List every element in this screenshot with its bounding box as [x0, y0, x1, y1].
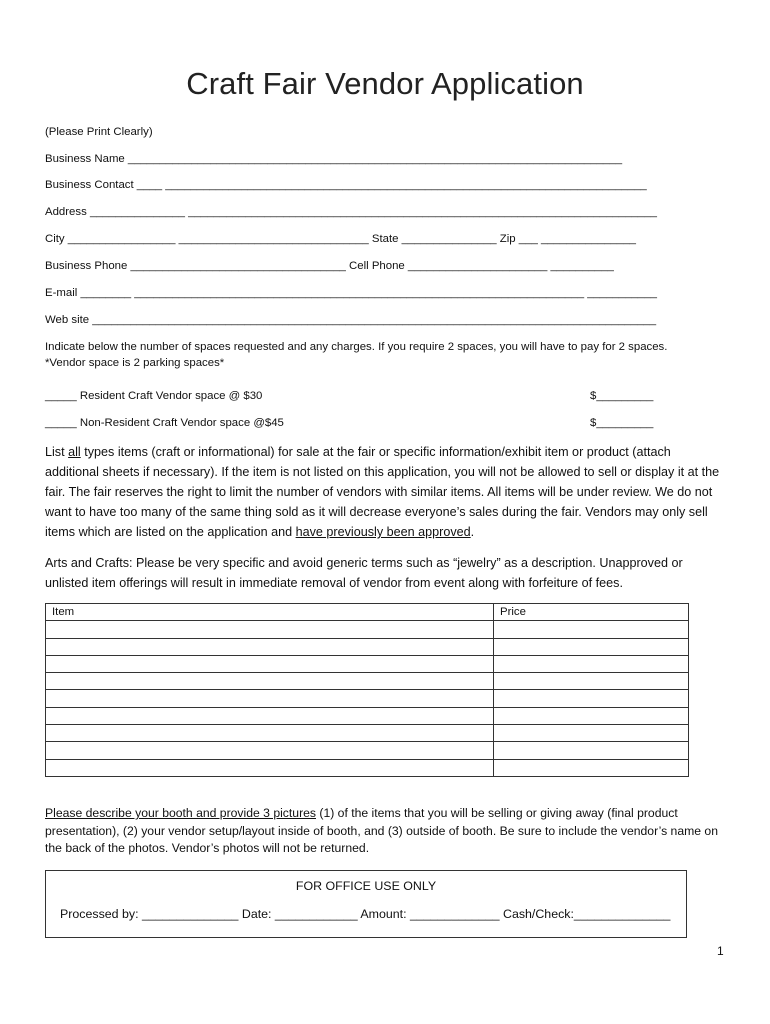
table-row[interactable] [46, 655, 689, 672]
items-instructions: List all types items (craft or informational) for sale at the fair or specific information/exhibit item or product (attach additional sheets if necessary). If the item is not listed on this application, you will not be allowed to sell or display it at the fair. The fair reserves the right to limit the number of vendors with similar items. All items will be under review. We do not want to have too many of the same thing sold as it will decrease everyone’s sales during the fair. Vendors may only sell items which are listed on the application and have previously been approved. [45, 445, 720, 539]
nonresident-space-line[interactable]: _____ Non-Resident Craft Vendor space @$45 [45, 417, 284, 429]
items-table [45, 603, 689, 777]
price-cell[interactable] [494, 638, 689, 655]
table-row[interactable] [46, 621, 689, 638]
resident-space-line[interactable]: _____ Resident Craft Vendor space @ $30 [45, 390, 263, 402]
price-cell[interactable] [494, 621, 689, 638]
table-header-row [46, 604, 689, 621]
item-cell[interactable] [46, 673, 494, 690]
price-cell[interactable] [494, 725, 689, 742]
item-cell[interactable] [46, 655, 494, 672]
page-title: Craft Fair Vendor Application [186, 66, 584, 101]
price-cell[interactable] [494, 673, 689, 690]
item-cell[interactable] [46, 725, 494, 742]
table-row[interactable] [46, 690, 689, 707]
item-cell[interactable] [46, 742, 494, 759]
arts-crafts-instructions: Arts and Crafts: Please be very specific and avoid generic terms such as “jewelry” as a description. Unapproved or unlisted item offerings will result in immediate removal of vendor from event along with forfeiture of fees. [45, 556, 683, 590]
email-field[interactable]: E-mail ________ _______________________________________________________________________ ___________ [45, 287, 657, 299]
office-use-fields[interactable]: Processed by: ______________ Date: ____________ Amount: _____________ Cash/Check:______________ [60, 907, 671, 921]
business-contact-field[interactable]: Business Contact ____ ____________________________________________________________________________ [45, 179, 647, 191]
item-cell[interactable] [46, 638, 494, 655]
phone-fields[interactable]: Business Phone __________________________________ Cell Phone ______________________ __________ [45, 260, 614, 272]
price-cell[interactable] [494, 707, 689, 724]
website-field[interactable]: Web site _________________________________________________________________________________________ [45, 314, 657, 326]
office-use-box [45, 870, 687, 938]
price-cell[interactable] [494, 742, 689, 759]
city-state-zip-field[interactable]: City _________________ ______________________________ State _______________ Zip ___ _______________ [45, 233, 636, 245]
spaces-intro: Indicate below the number of spaces requested and any charges. If you require 2 spaces, you will have to pay for 2 spaces. [45, 341, 668, 353]
booth-instructions: Please describe your booth and provide 3 pictures (1) of the items that you will be selling or giving away (final product presentation), (2) your vendor setup/layout inside of booth, and (3) outside of booth. Be sure to include the vendor’s name on the back of the photos. Vendor’s photos will not be returned. [45, 806, 718, 855]
table-row[interactable] [46, 707, 689, 724]
print-note: (Please Print Clearly) [45, 126, 153, 138]
price-cell[interactable] [494, 655, 689, 672]
address-field[interactable]: Address _______________ __________________________________________________________________________ [45, 206, 657, 218]
nonresident-amount-field[interactable]: $_________ [590, 417, 654, 429]
price-cell[interactable] [494, 759, 689, 776]
item-cell[interactable] [46, 690, 494, 707]
price-cell[interactable] [494, 690, 689, 707]
business-name-field[interactable]: Business Name ______________________________________________________________________________ [45, 153, 623, 165]
table-row[interactable] [46, 725, 689, 742]
page-number: 1 [717, 944, 724, 958]
item-cell[interactable] [46, 621, 494, 638]
resident-amount-field[interactable]: $_________ [590, 390, 654, 402]
table-row[interactable] [46, 673, 689, 690]
item-column-header: Item [46, 604, 494, 621]
vendor-space-note: *Vendor space is 2 parking spaces* [45, 357, 225, 369]
table-row[interactable] [46, 759, 689, 776]
office-use-heading: FOR OFFICE USE ONLY [295, 879, 437, 893]
item-cell[interactable] [46, 759, 494, 776]
item-cell[interactable] [46, 707, 494, 724]
table-row[interactable] [46, 742, 689, 759]
price-column-header: Price [494, 604, 689, 621]
table-row[interactable] [46, 638, 689, 655]
